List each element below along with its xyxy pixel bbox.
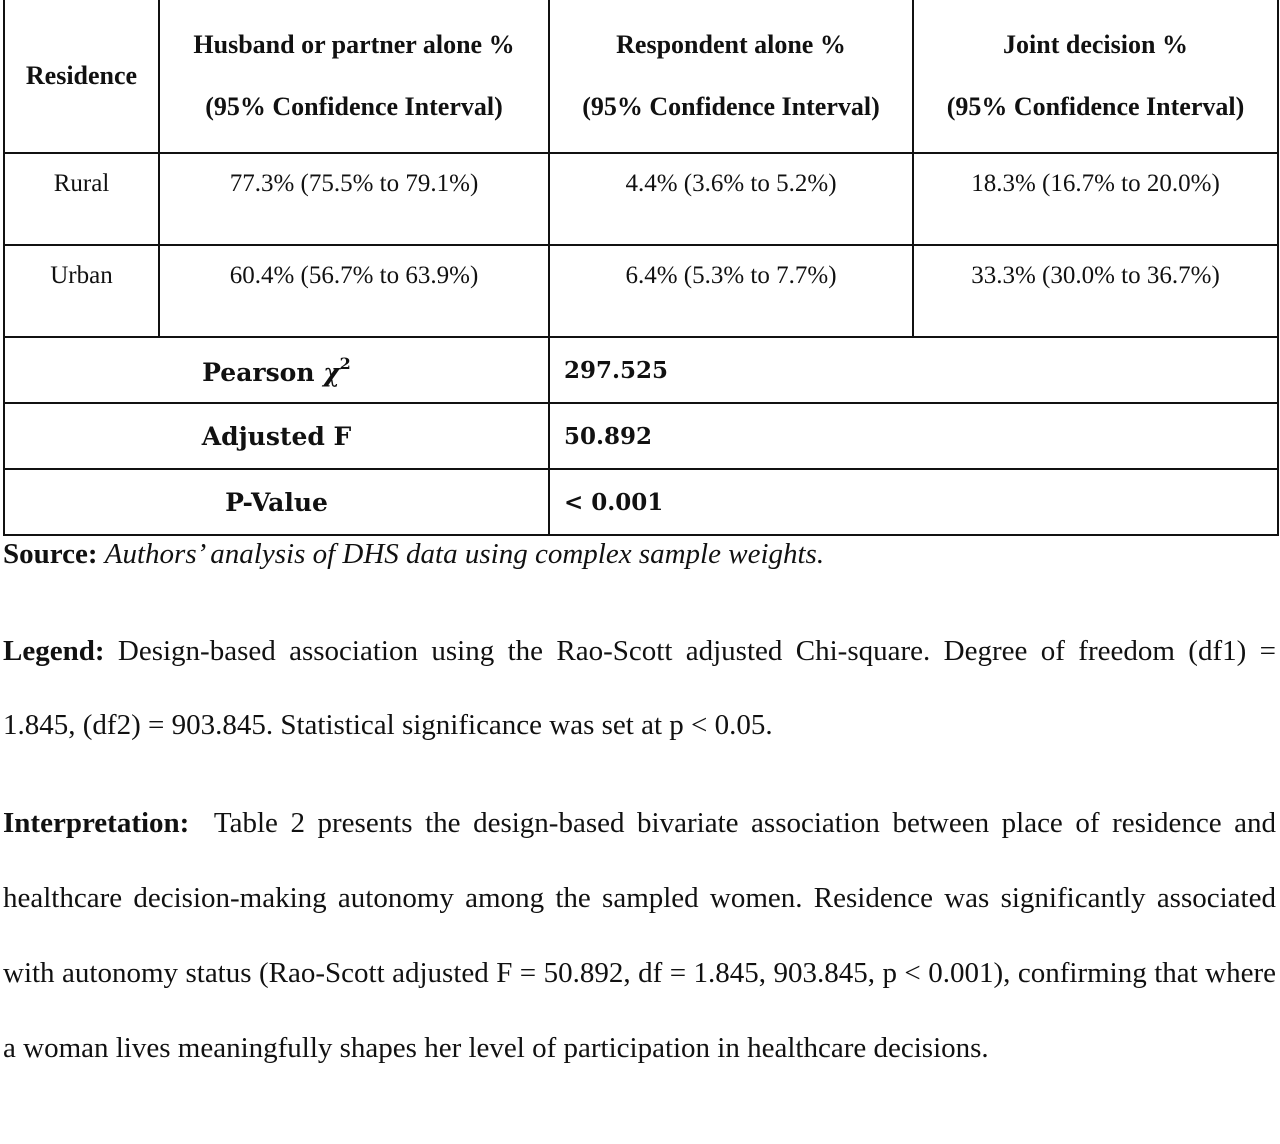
value-husband: 60.4% (56.7% to 63.9%) — [229, 262, 479, 289]
legend-text: Design-based association using the Rao-Scott adjusted Chi-square. Degree of freedom (df1) = 1.845, (df2) = 903.845. Statistical significance was set at p < 0.05. — [3, 635, 1276, 741]
chi-symbol: χ — [323, 357, 340, 387]
results-table — [3, 0, 1279, 536]
header-respondent — [549, 0, 913, 153]
pearson-value: 297.525 — [549, 337, 1278, 403]
value-joint: 18.3% (16.7% to 20.0%) — [971, 170, 1220, 197]
value-joint: 33.3% (30.0% to 36.7%) — [971, 262, 1220, 289]
residence-urban: Urban — [50, 262, 113, 289]
adjusted-f-label: Adjusted F — [4, 403, 549, 469]
cell-residence — [4, 245, 159, 337]
value-respondent: 4.4% (3.6% to 5.2%) — [625, 170, 837, 197]
header-husband-title: Husband or partner alone % — [193, 30, 515, 59]
cell-husband — [159, 245, 549, 337]
residence-rural: Rural — [53, 170, 110, 197]
adjusted-f-value: 50.892 — [549, 403, 1278, 469]
header-respondent-title: Respondent alone % — [616, 30, 846, 59]
header-joint-ci: (95% Confidence Interval) — [946, 92, 1245, 121]
cell-joint — [913, 153, 1278, 245]
header-residence — [4, 0, 159, 153]
p-value-value: < 0.001 — [549, 469, 1278, 535]
pearson-label-text: Pearson — [202, 357, 324, 387]
p-value-label: P-Value — [4, 469, 549, 535]
interpretation-paragraph — [3, 786, 1276, 1086]
header-joint-title: Joint decision % — [1003, 30, 1188, 59]
legend-paragraph — [3, 614, 1276, 762]
interpretation-label: Interpretation: — [3, 807, 190, 839]
chi-superscript: 2 — [339, 353, 351, 373]
header-husband-ci: (95% Confidence Interval) — [205, 92, 503, 121]
cell-husband — [159, 153, 549, 245]
cell-respondent — [549, 153, 913, 245]
header-residence-label: Residence — [25, 61, 138, 90]
interpretation-text: Table 2 presents the design-based bivariate association between place of residence and healthcare decision-making autonomy among the sampled women. Residence was significantly associated with autonomy status (Rao-Scott adjusted F = 50.892, df = 1.845, 903.845, p < 0.001), confirming that where a woman lives meaningfully shapes her level of participation in healthcare decisions. — [3, 807, 1276, 1064]
header-joint — [913, 0, 1278, 153]
table-header-row — [4, 0, 1278, 153]
source-label: Source: — [3, 538, 98, 570]
header-husband — [159, 0, 549, 153]
table-row — [4, 245, 1278, 337]
cell-joint — [913, 245, 1278, 337]
stat-row-p-value — [4, 469, 1278, 535]
legend-label: Legend: — [3, 635, 105, 667]
stat-row-pearson — [4, 337, 1278, 403]
value-respondent: 6.4% (5.3% to 7.7%) — [625, 262, 837, 289]
value-husband: 77.3% (75.5% to 79.1%) — [229, 170, 479, 197]
table-row — [4, 153, 1278, 245]
source-note — [3, 534, 824, 574]
source-text: Authors’ analysis of DHS data using complex sample weights. — [104, 538, 825, 570]
cell-residence — [4, 153, 159, 245]
stat-row-adjusted-f — [4, 403, 1278, 469]
pearson-label — [4, 337, 549, 403]
cell-respondent — [549, 245, 913, 337]
header-respondent-ci: (95% Confidence Interval) — [582, 92, 880, 121]
